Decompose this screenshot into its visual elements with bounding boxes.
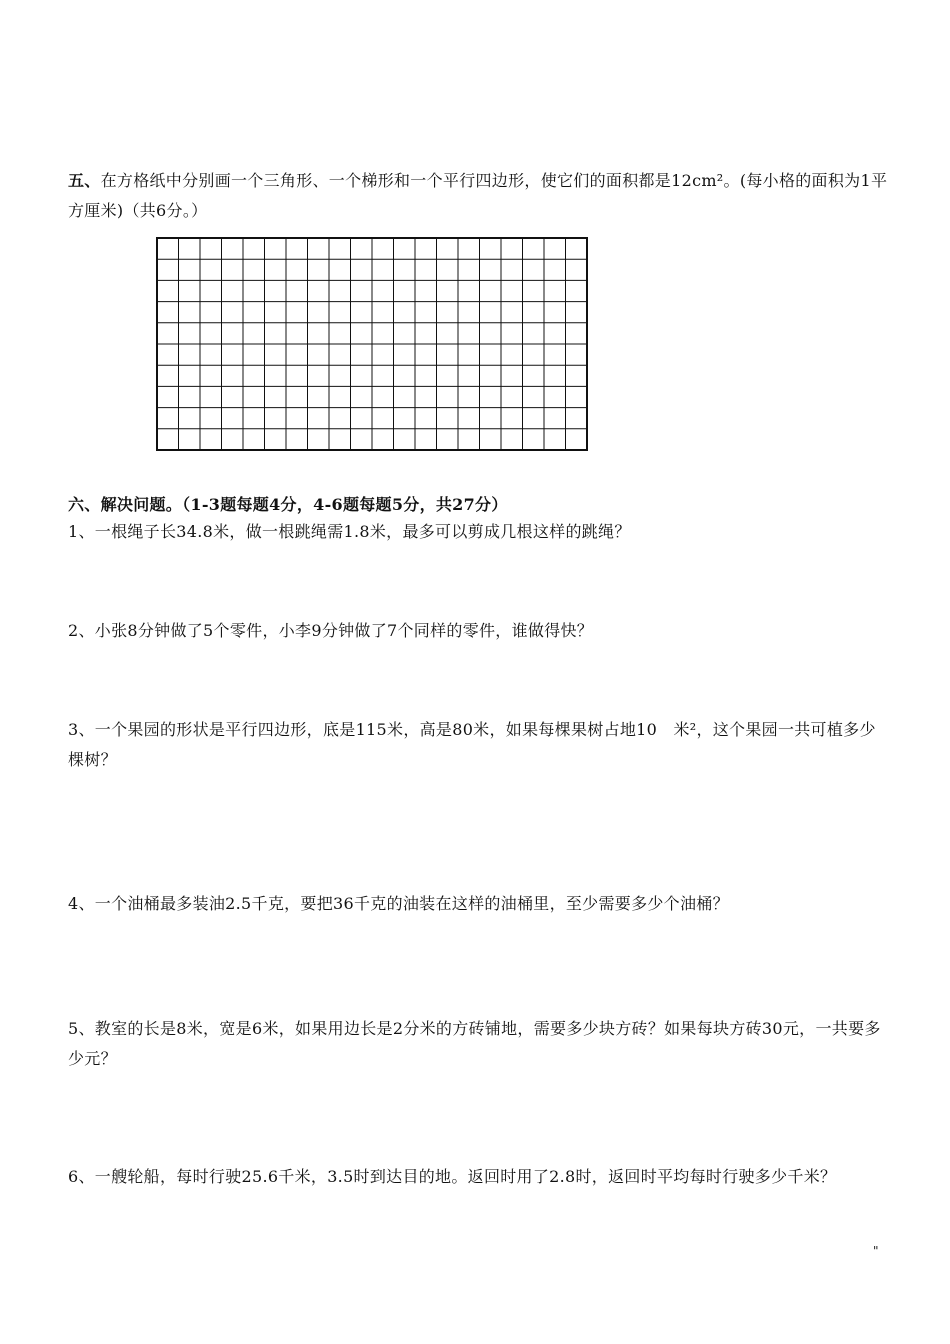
question-2: 2、小张8分钟做了5个零件，小李9分钟做了7个同样的零件，谁做得快？ — [68, 621, 594, 640]
question-1: 1、一根绳子长34.8米，做一根跳绳需1.8米，最多可以剪成几根这样的跳绳？ — [68, 522, 631, 541]
square-grid-paper — [156, 237, 588, 451]
question-5: 5、教室的长是8米，宽是6米，如果用边长是2分米的方砖铺地，需要多少块方砖？如果每块方砖30元，一共要多少元？ — [68, 1019, 881, 1068]
section-5-prompt — [68, 166, 888, 226]
section-6-heading: 六、解决问题。（1-3题每题4分，4-6题每题5分，共27分） — [68, 495, 508, 514]
section-5-text: 在方格纸中分别画一个三角形、一个梯形和一个平行四边形，使它们的面积都是12cm²。(每小格的面积为1平方厘米)（共6分。） — [68, 171, 888, 220]
question-3: 3、一个果园的形状是平行四边形，底是115米，高是80米，如果每棵果树占地10 米²，这个果园一共可植多少棵树？ — [68, 720, 876, 769]
question-4: 4、一个油桶最多装油2.5千克，要把36千克的油装在这样的油桶里，至少需要多少个油桶？ — [68, 894, 729, 913]
section-5-number: 五、 — [68, 171, 101, 190]
page-mark: " — [873, 1244, 879, 1258]
question-6: 6、一艘轮船，每时行驶25.6千米，3.5时到达目的地。返回时用了2.8时，返回时平均每时行驶多少千米？ — [68, 1167, 837, 1186]
